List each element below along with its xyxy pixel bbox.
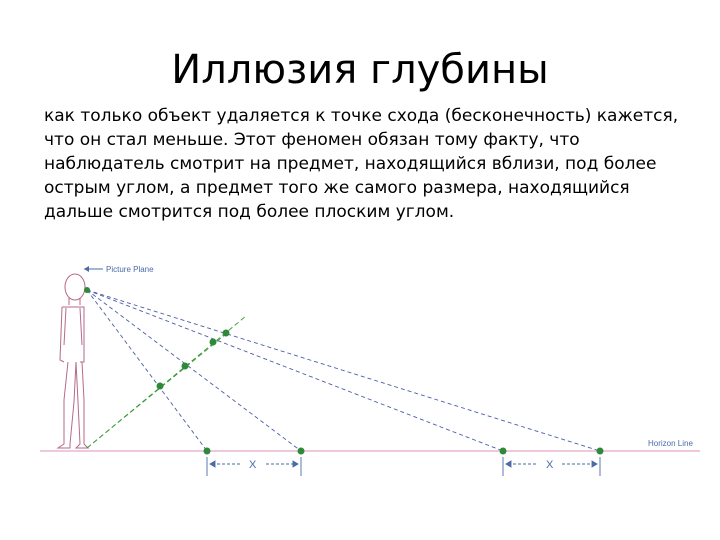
- distance-label-1: X: [249, 459, 257, 471]
- construction-lines: [87, 316, 246, 448]
- marker-dot: [157, 383, 164, 390]
- eye-dot: [84, 287, 90, 293]
- marker-dot: [204, 448, 211, 455]
- marker-dot: [182, 363, 189, 370]
- observer-figure: [58, 274, 88, 448]
- marker-dot: [500, 448, 507, 455]
- distance-label-2: X: [546, 459, 554, 471]
- marker-dot: [597, 448, 604, 455]
- marker-dot: [210, 339, 217, 346]
- horizon-line-label: Horizon Line: [648, 439, 693, 448]
- marker-dot: [223, 330, 230, 337]
- slide-title: Иллюзия глубины: [171, 47, 549, 93]
- picture-plane-callout: [84, 265, 154, 274]
- picture-plane-label: Picture Plane: [106, 265, 154, 274]
- marker-dot: [298, 448, 305, 455]
- sight-lines: [87, 290, 600, 451]
- slide-body-text: как только объект удаляется к точке схода (бесконечность) кажется, что он стал меньше. Этот феномен обязан тому факту, что наблюдатель смотрит на предмет, находящийся вблизи, под более острым углом, а предмет того же самого размера, находящийся дальше смотрится под более плоским углом.: [44, 106, 679, 222]
